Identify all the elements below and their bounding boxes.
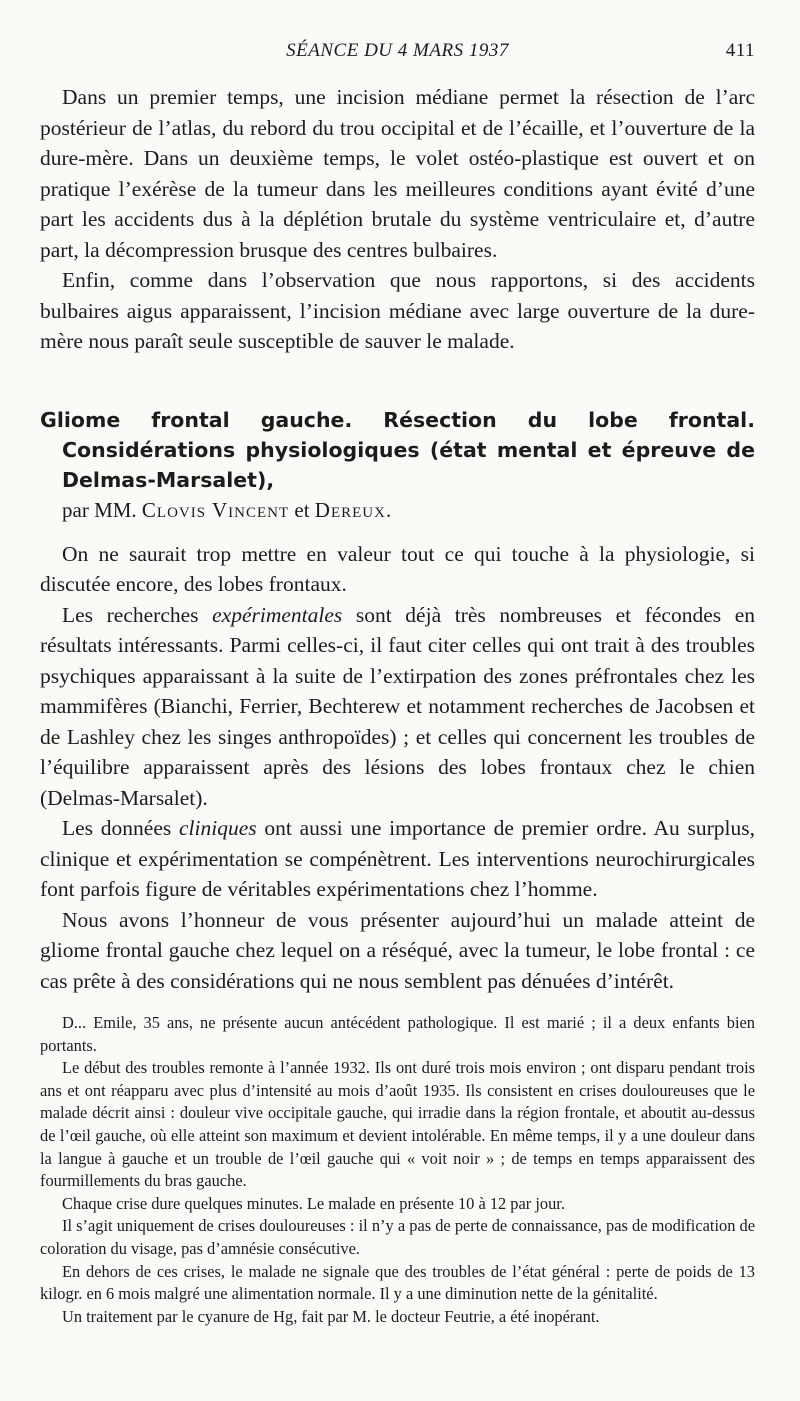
body-text — [40, 82, 755, 1328]
byline-prefix: par MM. — [62, 497, 137, 522]
text-run: Les données — [62, 816, 172, 840]
author-name: Clovis Vincent — [141, 497, 290, 522]
case-note: Le début des troubles remonte à l’année 1932. Ils ont duré trois mois environ ; ont disparu pendant trois ans et ont réapparu avec plus d’intensité au mois d’août 1935. Ils consistent en crises douloureuses que le malade décrit ainsi : douleur vive occipitale gauche, qui irradie dans la région frontale, et aboutit au-dessus de l’œil gauche, où elle atteint son maximum et devient intolérable. En même temps, il y a une douleur dans la langue à gauche et un trouble de l’œil gauche qui « voit noir » ; de temps en temps apparaissent des fourmillements du bras gauche. — [40, 1058, 755, 1191]
emphasis: cliniques — [179, 816, 257, 840]
case-note: Il s’agit uniquement de crises douloureuses : il n’y a pas de perte de connaissance, pas de modification de coloration du visage, pas d’amnésie consécutive. — [40, 1216, 755, 1258]
text-run: Les recherches — [62, 602, 199, 627]
paragraph — [40, 600, 755, 814]
emphasis: expérimentales — [212, 602, 343, 627]
page-header — [40, 40, 755, 68]
running-title: SÉANCE DU 4 MARS 1937 — [286, 40, 509, 61]
author-name: Dereux. — [314, 497, 393, 522]
byline-conjunction: et — [294, 497, 310, 522]
page-number: 411 — [725, 40, 755, 61]
paragraph — [40, 813, 755, 905]
case-note: D... Emile, 35 ans, ne présente aucun antécédent pathologique. Il est marié ; il a deux enfants bien portants. — [40, 1013, 755, 1055]
paragraph: On ne saurait trop mettre en valeur tout ce qui touche à la physiologie, si discutée encore, des lobes frontaux. — [40, 541, 755, 596]
byline — [40, 495, 755, 525]
case-note: Un traitement par le cyanure de Hg, fait par M. le docteur Feutrie, a été inopérant. — [62, 1306, 600, 1326]
paragraph: Dans un premier temps, une incision médiane permet la résection de l’arc postérieur de l’atlas, du rebord du trou occipital et de l’écaille, et l’ouverture de la dure-mère. Dans un deuxième temps, le volet ostéo-plastique est ouvert et on pratique l’exérèse de la tumeur dans les meilleures conditions ayant évité d’une part les accidents dus à la déplétion brutale du système ventriculaire et, d’autre part, la décompression brusque des centres bulbaires. — [40, 85, 755, 262]
paragraph: Enfin, comme dans l’observation que nous rapportons, si des accidents bulbaires aigus apparaissent, l’incision médiane avec large ouverture de la dure-mère nous paraît seule susceptible de sauver le malade. — [40, 268, 755, 353]
case-note: Chaque crise dure quelques minutes. Le malade en présente 10 à 12 par jour. — [62, 1193, 565, 1213]
article-title: Gliome frontal gauche. Résection du lobe frontal. Considérations physiologiques (état mental et épreuve de Delmas-Marsalet), — [40, 407, 755, 492]
case-note: En dehors de ces crises, le malade ne signale que des troubles de l’état général : perte de poids de 13 kilogr. en 6 mois malgré une alimentation normale. Il y a une diminution nette de la génitalité. — [40, 1261, 755, 1304]
case-notes — [40, 1012, 755, 1328]
text-run: sont déjà très nombreuses et fécondes en résultats intéressants. Parmi celles-ci, il faut citer celles qui ont trait à des troubles psychiques apparaissant à la suite de l’extirpation des zones préfrontales chez les mammifères (Bianchi, Ferrier, Bechterew et notamment recherches de Jacobsen et de Lashley chez les singes anthropoïdes) ; et celles qui concernent les troubles de l’équilibre apparaissent après des lésions des lobes frontaux chez le chien (Delmas-Marsalet). — [40, 602, 756, 810]
text-run: ont aussi une importance de premier ordre. Au surplus, clinique et expérimentation se compénètrent. Les interventions neurochirurgicales font parfois figure de véritables expérimentations chez l’homme. — [40, 816, 756, 901]
paragraph: Nous avons l’honneur de vous présenter aujourd’hui un malade atteint de gliome frontal gauche chez lequel on a réséqué, avec la tumeur, le lobe frontal : ce cas prête à des considérations qui ne nous semblent pas dénuées d’intérêt. — [40, 907, 755, 993]
